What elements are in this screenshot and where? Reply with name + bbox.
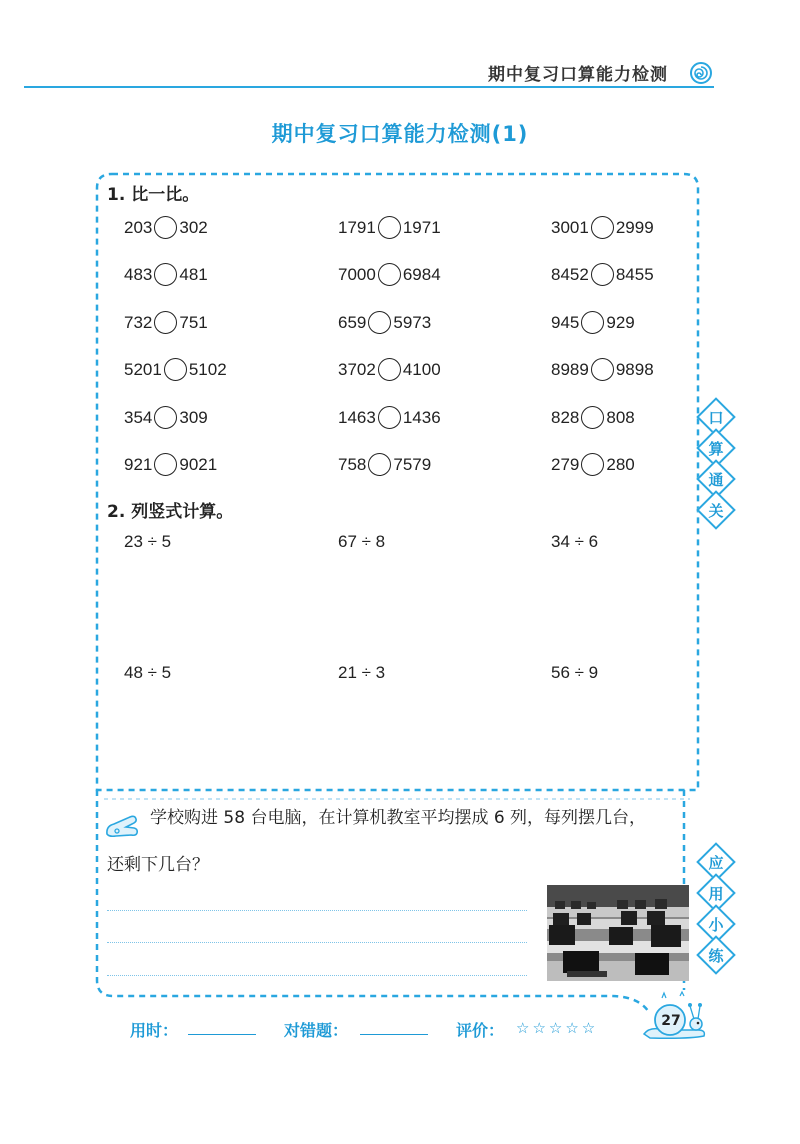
comparison-item [551, 358, 654, 381]
comparison-answer-circle[interactable] [368, 311, 391, 334]
comparison-item [124, 406, 208, 429]
comparison-answer-circle[interactable] [591, 358, 614, 381]
left-number: 7000 [338, 264, 376, 284]
comparison-item [338, 453, 431, 476]
question-2-heading: 2. 列竖式计算。 [107, 502, 234, 522]
division-problem: 56 ÷ 9 [551, 663, 599, 682]
left-number: 5201 [124, 359, 162, 379]
rating-label: 评价： [456, 1021, 505, 1040]
pointing-hand-icon [104, 812, 142, 842]
left-number: 758 [338, 454, 367, 474]
comparison-answer-circle[interactable] [164, 358, 187, 381]
division-problem: 23 ÷ 5 [124, 532, 172, 551]
comparison-item [551, 453, 635, 476]
comparison-answer-circle[interactable] [591, 216, 614, 239]
right-number: 302 [179, 217, 208, 237]
side-tab-label: 通 [708, 470, 724, 489]
page-number: 27 [661, 1013, 681, 1029]
answer-line[interactable] [107, 975, 527, 976]
left-number: 3702 [338, 359, 376, 379]
right-number: 2999 [615, 217, 654, 237]
comparison-item [124, 263, 208, 286]
right-number: 808 [606, 407, 635, 427]
answer-line[interactable] [107, 910, 527, 911]
left-number: 659 [338, 312, 367, 332]
comparison-answer-circle[interactable] [378, 263, 401, 286]
comparison-item [551, 263, 654, 286]
comparison-answer-circle[interactable] [154, 216, 177, 239]
right-number: 481 [179, 264, 208, 284]
time-label: 用时： [130, 1021, 179, 1040]
running-title: 期中复习口算能力检测 [488, 65, 668, 85]
application-text-line-1: 学校购进 58 台电脑，在计算机教室平均摆成 6 列，每列摆几台， [150, 808, 647, 828]
side-tab-label: 口 [708, 408, 724, 427]
comparison-answer-circle[interactable] [154, 311, 177, 334]
comparison-answer-circle[interactable] [378, 358, 401, 381]
right-number: 4100 [402, 359, 441, 379]
answer-line[interactable] [107, 942, 527, 943]
side-tab-label: 算 [708, 439, 724, 458]
left-number: 1463 [338, 407, 376, 427]
right-number: 5102 [188, 359, 227, 379]
right-number: 5973 [393, 312, 432, 332]
comparison-item [124, 358, 227, 381]
side-tab-label: 用 [708, 884, 724, 903]
left-number: 1791 [338, 217, 376, 237]
right-number: 929 [606, 312, 635, 332]
division-problem: 21 ÷ 3 [338, 663, 386, 682]
comparison-item [338, 263, 441, 286]
right-number: 6984 [402, 264, 441, 284]
right-number: 9021 [179, 454, 218, 474]
comparison-item [551, 216, 654, 239]
computer-classroom-photo [547, 885, 689, 981]
left-number: 203 [124, 217, 153, 237]
page-title: 期中复习口算能力检测(1) [271, 122, 529, 146]
left-number: 354 [124, 407, 153, 427]
comparison-answer-circle[interactable] [368, 453, 391, 476]
right-number: 1436 [402, 407, 441, 427]
comparison-answer-circle[interactable] [581, 406, 604, 429]
comparison-answer-circle[interactable] [378, 406, 401, 429]
comparison-answer-circle[interactable] [154, 263, 177, 286]
comparison-answer-circle[interactable] [154, 453, 177, 476]
left-number: 921 [124, 454, 153, 474]
left-number: 945 [551, 312, 580, 332]
comparison-answer-circle[interactable] [591, 263, 614, 286]
right-number: 751 [179, 312, 208, 332]
right-number: 1971 [402, 217, 441, 237]
left-number: 3001 [551, 217, 589, 237]
left-number: 8452 [551, 264, 589, 284]
side-tab-label: 练 [708, 946, 724, 965]
left-number: 8989 [551, 359, 589, 379]
comparison-answer-circle[interactable] [154, 406, 177, 429]
comparison-item [124, 311, 208, 334]
comparison-item [338, 406, 441, 429]
division-problem: 48 ÷ 5 [124, 663, 172, 682]
comparison-item [338, 311, 431, 334]
side-tab-label: 关 [708, 501, 724, 520]
left-number: 483 [124, 264, 153, 284]
comparison-item [124, 453, 217, 476]
left-number: 732 [124, 312, 153, 332]
application-text-line-2: 还剩下几台？ [107, 855, 209, 875]
time-input[interactable] [188, 1018, 256, 1035]
comparison-answer-circle[interactable] [581, 311, 604, 334]
comparison-item [338, 358, 441, 381]
comparison-answer-circle[interactable] [378, 216, 401, 239]
question-1-heading: 1. 比一比。 [107, 185, 200, 205]
comparison-item [338, 216, 441, 239]
division-problem: 67 ÷ 8 [338, 532, 386, 551]
side-tab-label: 应 [708, 853, 724, 872]
left-number: 828 [551, 407, 580, 427]
errors-label: 对错题： [284, 1021, 349, 1040]
right-number: 8455 [615, 264, 654, 284]
left-number: 279 [551, 454, 580, 474]
comparison-item [551, 311, 635, 334]
right-number: 9898 [615, 359, 654, 379]
right-number: 309 [179, 407, 208, 427]
side-tab-label: 小 [708, 915, 724, 934]
comparison-answer-circle[interactable] [581, 453, 604, 476]
division-problem: 34 ÷ 6 [551, 532, 599, 551]
right-number: 7579 [393, 454, 432, 474]
errors-input[interactable] [360, 1018, 428, 1035]
comparison-item [551, 406, 635, 429]
right-number: 280 [606, 454, 635, 474]
rating-stars[interactable]: ☆☆☆☆☆ [516, 1019, 599, 1037]
comparison-item [124, 216, 208, 239]
